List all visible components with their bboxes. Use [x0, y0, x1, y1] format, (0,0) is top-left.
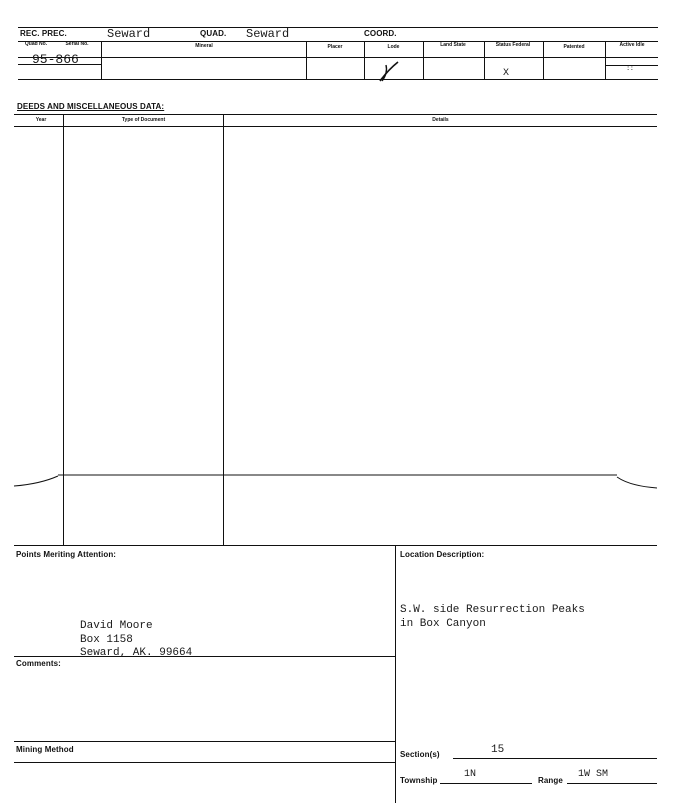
federal-mark: X	[503, 68, 510, 79]
location-label: Location Description:	[400, 550, 485, 559]
quad-value: Seward	[246, 27, 290, 41]
col-status-federal: Status Federal	[495, 42, 531, 48]
coord-label: COORD.	[364, 29, 397, 38]
comments-label: Comments:	[16, 659, 61, 668]
col-land-state: Land State	[440, 42, 466, 48]
quad-label: QUAD.	[200, 29, 227, 38]
lode-mark	[391, 64, 398, 78]
deeds-col-year: Year	[35, 117, 47, 123]
section-value: 15	[491, 744, 505, 756]
range-value: 1W SM	[578, 769, 609, 780]
range-label: Range	[538, 776, 563, 785]
col-quad-no: Quad No.	[24, 41, 48, 47]
col-serial-no: Serial No.	[65, 41, 89, 47]
col-mineral: Mineral	[195, 43, 213, 49]
township-underline	[440, 783, 532, 784]
rec-prec-value: Seward	[107, 27, 151, 41]
rec-prec-label: REC. PREC.	[20, 29, 67, 38]
township-value: 1N	[464, 769, 477, 780]
claim-number: 95-866	[32, 52, 79, 67]
owner-name: David Moore	[80, 620, 153, 632]
section-label: Section(s)	[400, 750, 440, 759]
col-active-idle: Active Idle	[619, 42, 645, 48]
location-line-1: S.W. side Resurrection Peaks	[400, 604, 585, 616]
owner-box: Box 1158	[80, 634, 133, 646]
points-label: Points Meriting Attention:	[16, 550, 117, 559]
township-label: Township	[400, 776, 438, 785]
col-patented: Patented	[563, 44, 585, 50]
owner-city: Seward, AK. 99664	[80, 647, 193, 657]
active-mark: : :	[627, 66, 633, 72]
location-line-2: in Box Canyon	[400, 618, 486, 630]
mining-method-label: Mining Method	[16, 745, 74, 754]
deeds-section-title: DEEDS AND MISCELLANEOUS DATA:	[17, 102, 165, 111]
deeds-col-type: Type of Document	[121, 117, 166, 123]
range-underline	[567, 783, 657, 784]
col-placer: Placer	[327, 44, 343, 50]
section-underline	[453, 758, 657, 759]
deeds-col-details: Details	[432, 117, 449, 123]
col-lode: Lode	[387, 44, 400, 50]
